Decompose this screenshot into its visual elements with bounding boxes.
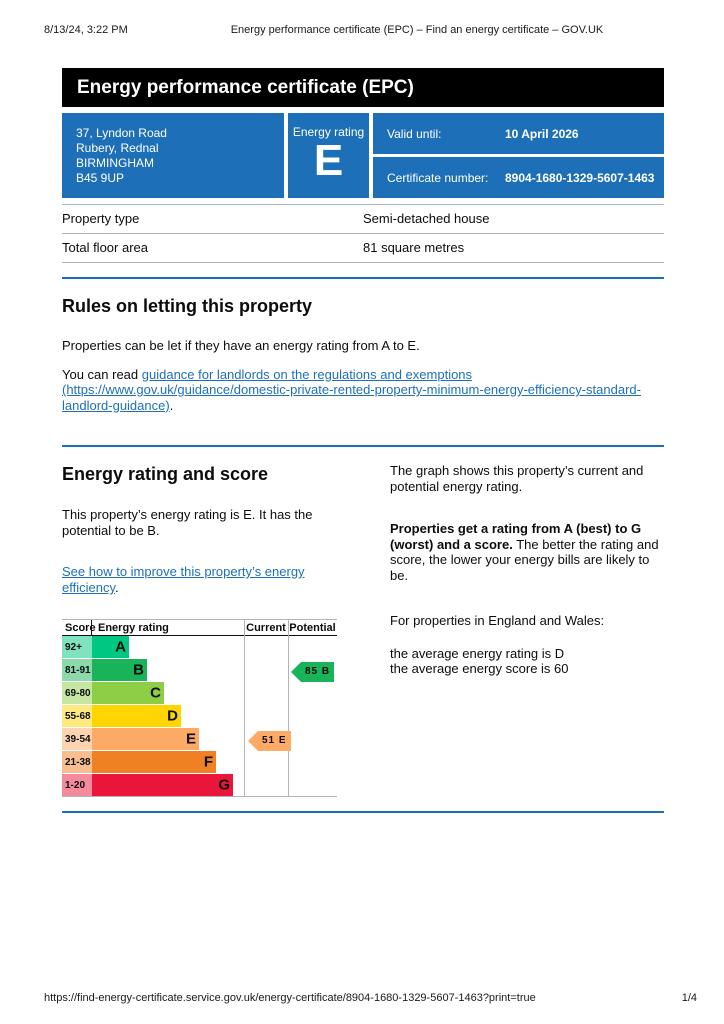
property-type-label: Property type [62, 205, 363, 234]
epc-band-letter: B [133, 661, 144, 679]
rating-column-header: Energy rating [98, 621, 169, 634]
certificate-number-label: Certificate number: [387, 170, 489, 185]
average-rating-line: the average energy rating is D [390, 645, 565, 661]
print-footer [44, 992, 697, 1004]
epc-band-letter: F [203, 753, 213, 771]
valid-until-label: Valid until: [387, 126, 442, 141]
epc-band-row-f [62, 751, 337, 773]
improve-efficiency-paragraph [62, 564, 352, 596]
rating-explanation-rest: The better the rating and score, the lower your energy bills are likely to be. [390, 536, 659, 583]
table-row [62, 205, 664, 234]
epc-band-letter: D [167, 707, 178, 725]
average-score-line: the average energy score is 60 [390, 661, 569, 676]
print-page-indicator: 1/4 [681, 992, 697, 1004]
epc-band-bar [92, 751, 216, 773]
energy-rating-box [288, 113, 369, 198]
print-header [0, 24, 724, 38]
property-type-value: Semi-detached house [363, 205, 664, 234]
floor-area-value: 81 square metres [363, 234, 664, 263]
address-line-1: 37, Lyndon Road [76, 126, 167, 140]
landlord-guidance-link[interactable]: guidance for landlords on the regulations and exemptions (https://www.gov.uk/guidance/domestic-private-rented-property-minimum-energy-efficiency-standard-landlord-guidance) [62, 366, 641, 413]
valid-until-value: 10 April 2026 [505, 126, 579, 141]
rating-heading: Energy rating and score [62, 464, 269, 484]
arrow-label: 85 B [301, 662, 334, 682]
address-line-4: B45 9UP [76, 171, 125, 185]
epc-score-cell: 81-91 [62, 659, 92, 681]
england-wales-paragraph: For properties in England and Wales: [390, 613, 605, 628]
epc-rating-chart [62, 619, 337, 797]
energy-rating-value: E [313, 136, 344, 185]
epc-band-bar [92, 774, 233, 796]
epc-bar-area [92, 728, 337, 750]
epc-bar-area [92, 636, 337, 658]
section-divider [62, 811, 664, 813]
averages-paragraph [390, 646, 664, 677]
graph-description-paragraph: The graph shows this property’s current and potential energy rating. [390, 463, 644, 494]
certificate-page [62, 68, 664, 813]
property-details-table [62, 204, 664, 263]
section-divider [62, 445, 664, 447]
certificate-number-row [373, 157, 664, 198]
epc-band-row-g [62, 774, 337, 796]
arrow-label: 51 E [258, 731, 291, 751]
epc-score-cell: 69-80 [62, 682, 92, 704]
certificate-number-value: 8904-1680-1329-5607-1463 [505, 170, 655, 185]
epc-band-letter: G [218, 776, 230, 794]
rating-right-column [390, 462, 664, 797]
rating-explanation-paragraph [390, 521, 664, 583]
rules-guidance-paragraph [62, 367, 664, 414]
epc-bar-area [92, 774, 337, 796]
epc-band-bar [92, 705, 181, 727]
energy-rating-section [62, 462, 664, 797]
arrow-tip-icon [291, 662, 301, 682]
epc-band-letter: E [185, 730, 196, 748]
print-datetime: 8/13/24, 3:22 PM [44, 24, 128, 36]
current-column-header: Current [246, 621, 286, 634]
current-column-divider [244, 620, 245, 796]
epc-band-row-c [62, 682, 337, 704]
epc-bar-area [92, 705, 337, 727]
epc-chart-header [62, 620, 337, 636]
rules-section [62, 296, 664, 413]
validity-box [373, 113, 664, 198]
energy-rating-label: Energy rating [292, 125, 365, 139]
epc-score-cell: 1-20 [62, 774, 92, 796]
address-line-2: Rubery, Rednal [76, 141, 159, 155]
epc-score-cell: 21-38 [62, 751, 92, 773]
potential-column-divider [288, 620, 289, 796]
epc-band-bar [92, 728, 199, 750]
improve-efficiency-link[interactable]: See how to improve this property’s energy efficiency [62, 564, 305, 595]
potential-column-header: Potential [289, 621, 336, 634]
rules-guidance-prefix: You can read [62, 366, 142, 382]
epc-bar-area [92, 682, 337, 704]
valid-until-row [373, 113, 664, 154]
epc-band-row-d [62, 705, 337, 727]
current-rating-pointer [248, 731, 291, 751]
floor-area-label: Total floor area [62, 234, 363, 263]
epc-score-cell: 92+ [62, 636, 92, 658]
score-column-header: Score [62, 620, 92, 635]
certificate-banner [62, 68, 664, 107]
epc-band-letter: C [150, 684, 161, 702]
address-line-3: BIRMINGHAM [76, 156, 154, 170]
rating-summary-paragraph: This property’s energy rating is E. It has the potential to be B. [62, 507, 313, 538]
rules-paragraph: Properties can be let if they have an energy rating from A to E. [62, 338, 420, 353]
epc-band-row-a [62, 636, 337, 658]
epc-score-cell: 39-54 [62, 728, 92, 750]
property-address [62, 113, 284, 198]
epc-score-cell: 55-68 [62, 705, 92, 727]
epc-band-letter: A [115, 638, 126, 656]
certificate-title: Energy performance certificate (EPC) [77, 77, 414, 98]
print-url: https://find-energy-certificate.service.gov.uk/energy-certificate/8904-1680-1329-5607-1463?print=true [44, 992, 536, 1004]
epc-band-bar [92, 636, 129, 658]
arrow-tip-icon [248, 731, 258, 751]
epc-band-bar [92, 682, 164, 704]
epc-bar-area [92, 751, 337, 773]
print-page-title: Energy performance certificate (EPC) – Find an energy certificate – GOV.UK [230, 24, 604, 36]
certificate-summary [62, 113, 664, 198]
improve-efficiency-suffix: . [115, 580, 119, 595]
potential-rating-pointer [291, 662, 334, 682]
rating-left-column [62, 462, 352, 797]
section-divider [62, 277, 664, 279]
epc-band-row-e [62, 728, 337, 750]
rules-guidance-suffix: . [169, 397, 174, 413]
rules-heading: Rules on letting this property [62, 296, 313, 316]
rating-explanation-bold: Properties get a rating from A (best) to G (worst) and a score. [390, 521, 642, 552]
table-row [62, 234, 664, 263]
epc-band-bar [92, 659, 147, 681]
epc-rows [62, 636, 337, 796]
